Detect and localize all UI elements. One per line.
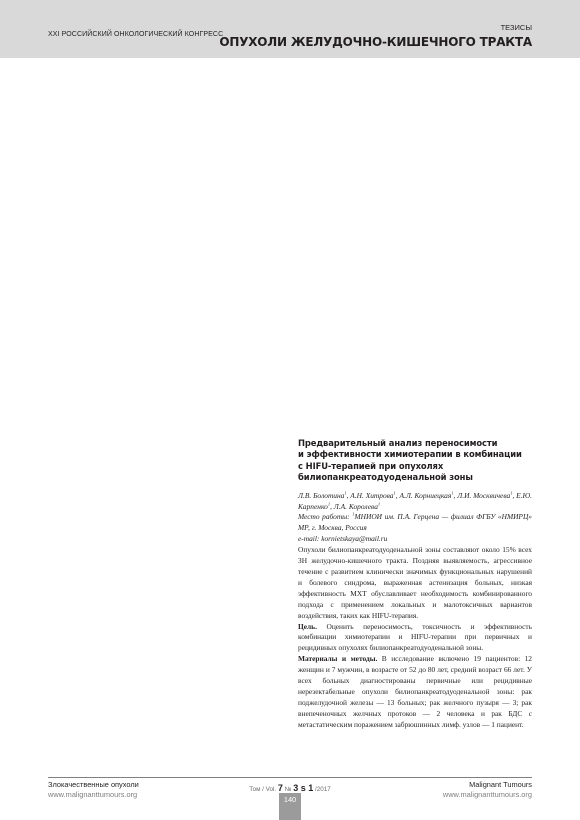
goal-label: Цель.: [298, 621, 317, 631]
journal-url-link[interactable]: www.malignanttumours.org: [442, 790, 532, 799]
header-band: [0, 0, 580, 58]
author-affiliation-mark: 1: [344, 490, 347, 496]
issue-year: /2017: [313, 786, 331, 793]
issue-prefix: №: [282, 786, 294, 793]
volume-prefix: Том / Vol.: [249, 786, 278, 793]
author: Е.Ю. Карпенко: [298, 490, 532, 511]
abstract-article: [298, 438, 532, 731]
article-title-line: с HIFU-терапией при опухолях: [298, 460, 444, 471]
congress-title: XXI РОССИЙСКИЙ ОНКОЛОГИЧЕСКИЙ КОНГРЕСС: [48, 31, 224, 38]
volume-number: 7: [277, 783, 283, 793]
article-title-line: и эффективности химиотерапии в комбинации: [298, 449, 522, 460]
footer-right: [443, 780, 532, 800]
journal-name-ru: Злокачественные опухоли: [48, 780, 139, 789]
affiliation-prefix: Место работы:: [298, 512, 353, 522]
journal-url-link[interactable]: www.malignanttumours.org: [48, 790, 138, 799]
affiliation-mark: 1: [352, 511, 355, 517]
author: Л.В. Болотина: [298, 490, 345, 500]
article-title-line: билиопанкреатодуоденальной зоны: [298, 472, 473, 483]
journal-name-en: Malignant Tumours: [469, 780, 532, 789]
footer-left: [48, 780, 139, 800]
section-title: ОПУХОЛИ ЖЕЛУДОЧНО-КИШЕЧНОГО ТРАКТА: [219, 35, 532, 49]
issue-number: 3 s 1: [293, 783, 314, 793]
article-title-line: Предварительный анализ переносимости: [298, 438, 498, 448]
article-title: [298, 438, 532, 484]
methods-paragraph: [298, 654, 532, 730]
goal-paragraph: [298, 622, 532, 655]
article-meta: [298, 491, 532, 546]
author-affiliation-mark: 1: [393, 490, 396, 496]
author-list: Л.В. Болотина$^1$, А.Н. Хитрова$^1$, А.Л. Корниецкая$^1$, Л.И. Москвичева$^1$, Е.Ю. Карпенко$^1$, Л.А. Королева$^1$: [298, 490, 532, 511]
footer-rule: [48, 777, 532, 778]
methods-text: В исследование включено 19 пациентов: 12 женщин и 7 мужчин, в возрасте от 52 до 80 лет, средний возраст 66 лет. У всех больных диагностированы первичные или рецидивные нерезектабельные опухоли билиопанкреатодуоденальной зоны: рак поджелудочной железы — 13 больных; рак желчного пузыря — 3; рак внепеченочных желчных протоков — 2 человека и рак БДС с метастатическим поражением забрюшинных лимф. узлов — 1 пациент.: [298, 654, 532, 729]
author-affiliation-mark: 1: [510, 490, 513, 496]
goal-text: Оценить переносимость, токсичность и эффективность комбинации химиотерапии и HIFU-терапии при первичных и рецидивных опухолях билиопанкреатодуоденальной зоны.: [298, 621, 532, 653]
author: А.Н. Хитрова: [350, 490, 394, 500]
contact-email: e-mail: kornietskaya@mail.ru: [298, 534, 388, 544]
author-affiliation-mark: 1: [377, 501, 381, 507]
intro-paragraph: Опухоли билиопанкреатодуоденальной зоны составляют около 15% всех ЗН желудочно-кишечного тракта. Поздняя выявляемость, агрессивное течение с развитием клинически значимых функциональных нарушений и болевого синдрома, выраженная астенизация больных, низкая эффективность МХТ обуславливает необходимость комбинированного подхода с применением локальных и малотоксичных вариантов воздействия, таких как HIFU-терапия.: [298, 545, 532, 620]
affiliation-text: МНИОИ им. П.А. Герцена — филиал ФГБУ «НМИРЦ» МР, г. Москва, Россия: [298, 512, 532, 533]
page-number: 140: [279, 793, 301, 820]
author-affiliation-mark: 1: [451, 490, 454, 496]
article-body: [298, 545, 532, 730]
methods-label: Материалы и методы.: [298, 654, 378, 664]
author: Л.И. Москвичева: [457, 490, 511, 500]
section-label: ТЕЗИСЫ: [500, 23, 532, 32]
author-affiliation-mark: 1: [327, 501, 331, 507]
author: А.Л. Корниецкая: [399, 490, 452, 500]
affiliation: [298, 512, 532, 534]
author: Л.А. Королева: [333, 501, 378, 511]
issue-info: [240, 783, 340, 793]
